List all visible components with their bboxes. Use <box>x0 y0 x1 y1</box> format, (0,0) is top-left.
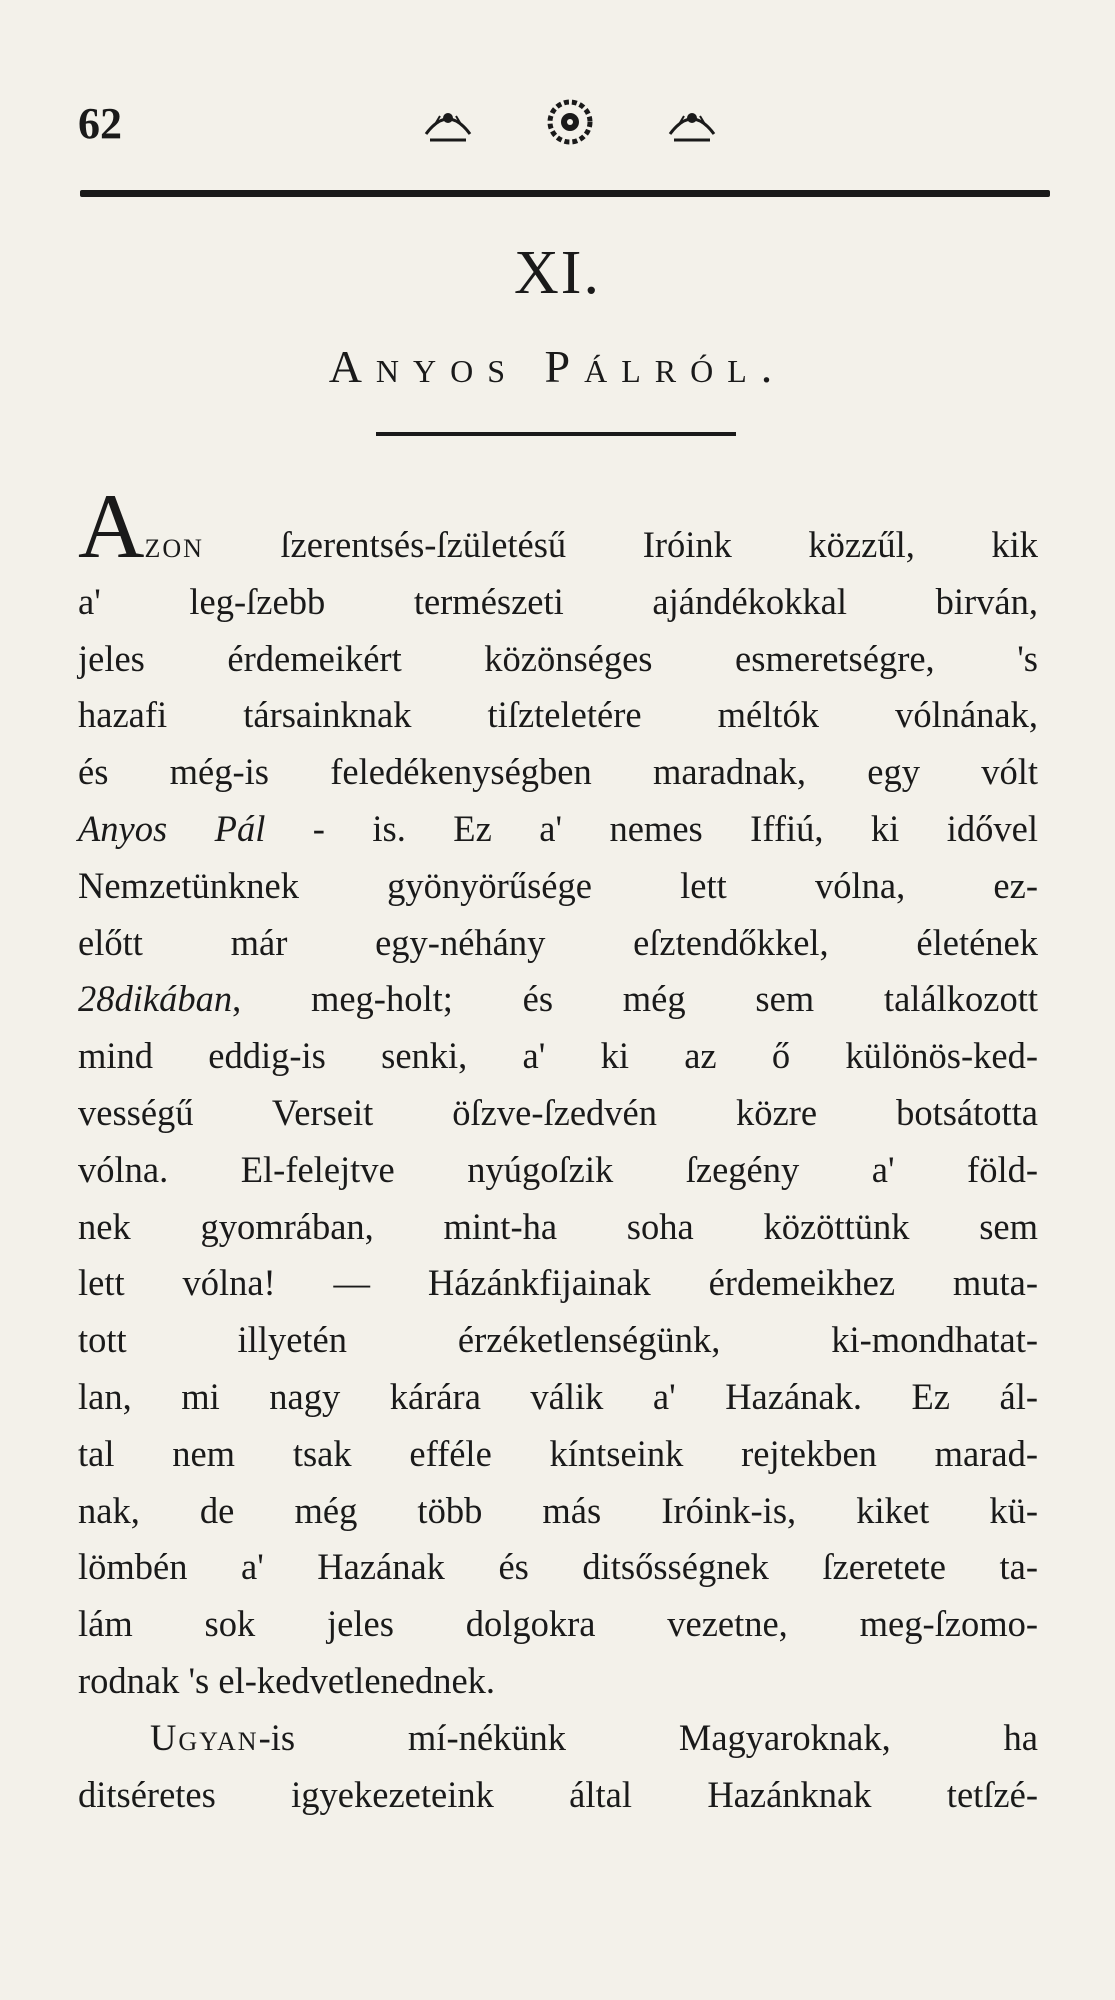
text-line: és még-is feledékenységben maradnak, egy vólt <box>78 751 1038 793</box>
page-number: 62 <box>78 99 122 148</box>
paragraph-2 <box>78 1710 1038 1767</box>
line-text: , meg-holt; és még sem találkozott <box>232 978 1038 1020</box>
chapter-number: XI. <box>514 239 601 307</box>
text-line: rodnak 's el-kedvetlenednek. <box>78 1659 496 1701</box>
italic-age: 28dikában <box>78 978 233 1020</box>
text-line: tal nem tsak efféle kíntseink rejtekben marad- <box>78 1432 1038 1474</box>
text-line: nek gyomrában, mint-ha soha közöttünk sem <box>78 1205 1038 1247</box>
text-line: lett vólna! — Házánkfijainak érdemeikhez muta- <box>78 1262 1038 1304</box>
text-line: jeles érdemeikért közönséges esmeretségre, 's <box>78 637 1038 679</box>
body-text <box>78 475 1039 1823</box>
text-line <box>78 971 1038 1028</box>
text-line: mind eddig-is senki, a' ki az ő különös-ked- <box>78 1035 1038 1077</box>
line-text: - is. Ez a' nemes Iffiú, ki idővel <box>265 807 1039 849</box>
line-text: ſzerentsés-ſzületésű Iróink közzűl, kik <box>203 524 1038 565</box>
flourish-left-icon <box>420 94 476 150</box>
paragraph-2-continued <box>78 1767 1038 1824</box>
line-text: -is mí-nékünk Magyaroknak, ha <box>258 1716 1038 1758</box>
rosette-icon <box>542 94 598 150</box>
flourish-right-icon <box>664 94 720 150</box>
text-line: tott illyetén érzéketlenségünk, ki-mondhatat- <box>78 1319 1038 1361</box>
header-rule <box>80 190 1050 197</box>
text-line: lan, mi nagy kárára válik a' Hazának. Ez ál- <box>78 1375 1038 1417</box>
italic-name: Anyos Pál <box>78 807 266 849</box>
text-line <box>78 801 1038 858</box>
title-rule <box>376 432 736 436</box>
drop-cap: A <box>78 475 145 577</box>
chapter-title: Anyos Pálról. <box>328 341 787 392</box>
text-line: ditséretes igyekezeteink által Hazánknak tetſzé- <box>78 1773 1038 1815</box>
text-line <box>78 475 1038 577</box>
text-line: előtt már egy-néhány eſztendőkkel, életének <box>78 921 1038 963</box>
paragraph-1 <box>78 475 1039 1710</box>
text-line: vességű Verseit öſzve-ſzedvén közre botsátotta <box>78 1091 1038 1133</box>
text-line: vólna. El-felejtve nyúgoſzik ſzegény a' föld- <box>78 1148 1038 1190</box>
small-caps-word: zon <box>144 524 204 565</box>
text-line: a' leg-ſzebb természeti ajándékokkal birván, <box>78 580 1038 622</box>
text-line: hazafi társainknak tiſzteletére méltók vólnának, <box>78 694 1038 736</box>
text-line: nak, de még több más Iróink-is, kiket kü- <box>78 1489 1038 1531</box>
text-line <box>78 1710 1038 1767</box>
text-line: lám sok jeles dolgokra vezetne, meg-ſzomo- <box>78 1603 1038 1645</box>
small-caps-word: Ugyan <box>150 1716 259 1758</box>
text-line: lömbén a' Hazának és ditsősségnek ſzeretete ta- <box>78 1546 1038 1588</box>
text-line: Nemzetünknek gyönyörűsége lett vólna, ez- <box>78 864 1038 906</box>
header-ornaments <box>420 92 720 152</box>
